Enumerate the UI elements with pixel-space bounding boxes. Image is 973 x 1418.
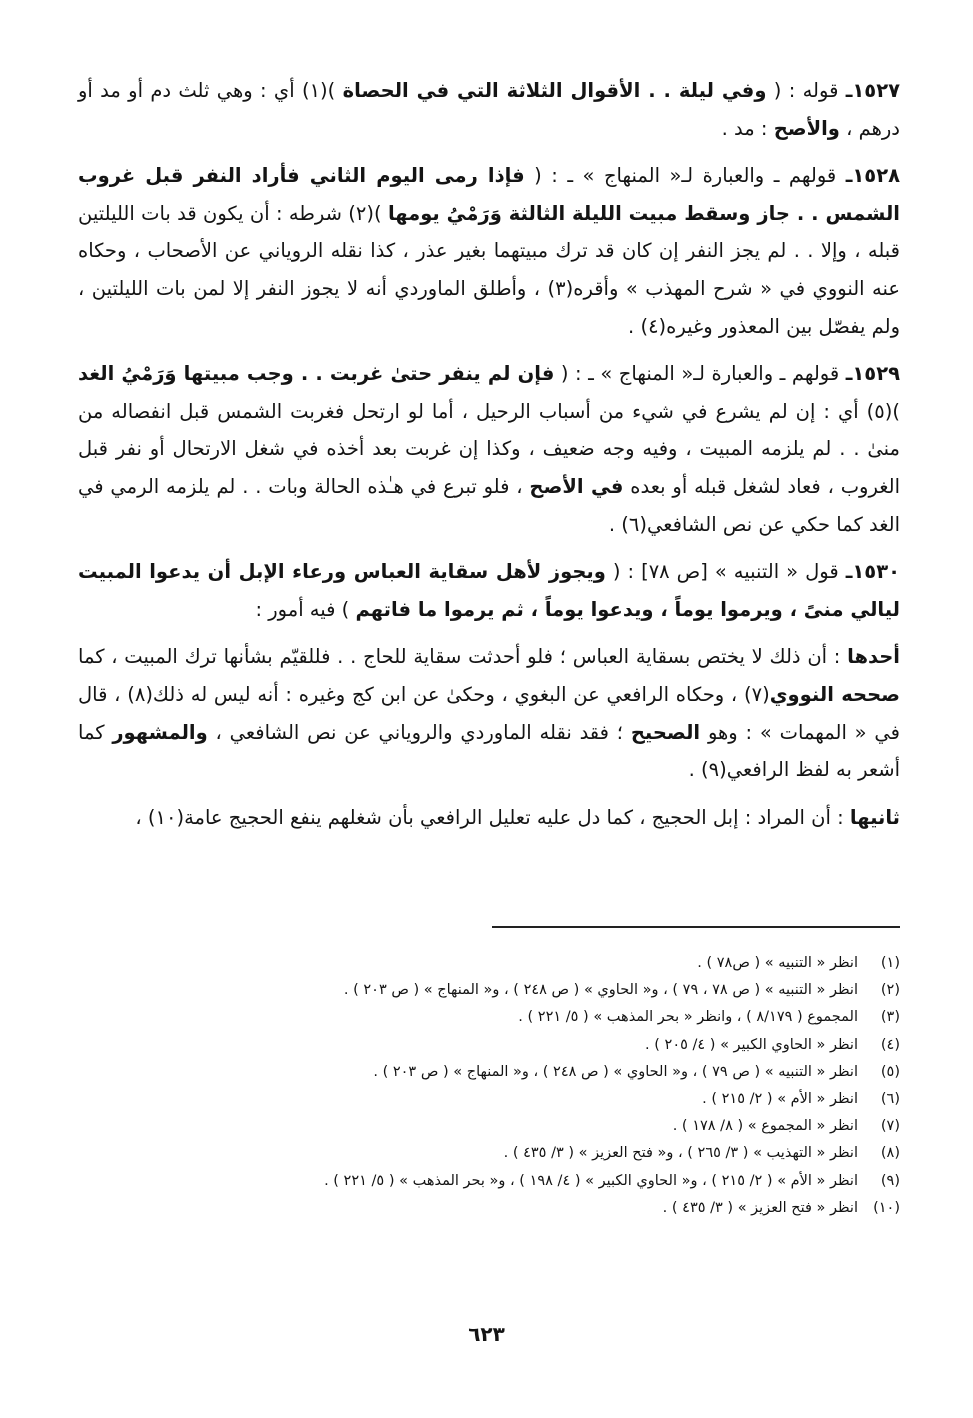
footnote-number: (٨) [880,1145,900,1162]
footnote [120,1168,900,1195]
footnote-divider [492,926,900,928]
text-run: : مد . [721,116,774,140]
footnote-number: (٧) [880,1118,900,1135]
footnote-number: (١) [880,955,900,971]
footnote-text: انظر « الأم » ( ٢/ ٢١٥ ) . [702,1091,858,1108]
footnote-text: انظر « المجموع » ( ٨/ ١٧٨ ) . [672,1118,858,1135]
bold-text: صححه النووي [769,682,900,706]
footnote-text: انظر « الأم » ( ٢/ ٢١٥ ) ، و« الحاوي الكبير » ( ٤/ ١٩٨ ) ، و« بحر المذهب » ( ٥/ ٢٢١ ) . [324,1172,858,1189]
text-run: ) فيه أمور : [255,597,356,621]
bold-text: ١٥٢٧ـ [845,79,901,102]
main-text [78,72,900,836]
bold-text: ثانيها [849,805,900,829]
text-run: )(١) أي : وهي ثلث دم أو مد أو درهم ، [78,79,900,140]
footnote-text: انظر « التنبيه » ( ص٧٨ ) . [697,955,858,971]
bold-text: ١٥٣٠ـ [845,560,900,584]
paragraph [78,72,900,147]
text-run: ، فلو تبرع في هـٰذه الحالة وبات . . لم يلزمه الرمي في الغد كما حكي عن نص الشافعي(٦) . [78,474,900,536]
footnote-text: انظر « التنبيه » ( ص ٧٨ ، ٧٩ ) ، و« الحاوي » ( ص ٢٤٨ ) ، و« المنهاج » ( ص ٢٠٣ ) . [343,982,858,999]
footnote [120,977,900,1004]
bold-text: وفي ليلة . . الأقوال الثلاثة التي في الحصاة [342,79,767,102]
bold-text: فإن لم ينفر حتىٰ غربت . . وجب مبيتها وَرَمْيُ الغد [78,362,555,386]
bold-text: في الأصح [529,474,624,498]
text-run: قولهم ـ والعبارة لـ« المنهاج » ـ : ( [554,362,846,386]
footnote [120,1032,900,1059]
footnotes [120,950,900,1222]
text-run: قول « التنبيه » [ص ٧٨] : ( [605,560,846,584]
paragraph [78,553,900,628]
footnote [120,1004,900,1031]
bold-text: ويجوز لأهل سقاية العباس ورعاء الإبل أن يدعوا المبيت ليالي منىً ، ويرموا يوماً ، ويدعوا يوماً ، ثم يرموا ما فاتهم [78,560,900,621]
text-run: قولهم ـ والعبارة لـ« المنهاج » ـ : ( [524,164,846,188]
footnote-number: (٣) [880,1009,900,1026]
footnote [120,1195,900,1222]
paragraph [78,638,900,788]
bold-text: ١٥٢٩ـ [845,362,900,386]
bold-text: أحدها [847,645,900,669]
footnote-text: انظر « التنبيه » ( ص ٧٩ ) ، و« الحاوي » ( ص ٢٤٨ ) ، و« المنهاج » ( ص ٢٠٣ ) . [373,1063,858,1080]
page-number: ٦٢٣ [468,1322,505,1346]
bold-text: ١٥٢٨ـ [845,164,900,188]
paragraph [78,157,900,345]
text-run: ؛ فقد نقله الماوردي والروياني عن نص الشافعي ، [207,720,631,744]
text-run: كما أشعر به لفظ الرافعي(٩) . [78,720,900,782]
footnote-number: (٢) [880,982,900,999]
text-run: (٧) ، وحكاه الرافعي عن البغوي ، وحكىٰ عن ابن كج وغيره : أنه ليس له ذلك(٨) ، قال في « المهمات » : وهو [78,682,900,744]
bold-text: الصحيح [630,720,701,744]
bold-text: والأصح [773,116,840,140]
footnote-text: انظر « فتح العزيز » ( ٣/ ٤٣٥ ) . [662,1199,858,1216]
footnote-text: انظر « التهذيب » ( ٣/ ٢٦٥ ) ، و« فتح العزيز » ( ٣/ ٤٣٥ ) . [503,1145,858,1162]
footnote-number: (٤) [880,1036,900,1053]
paragraph [78,355,900,543]
footnote-number: (٦) [880,1091,900,1108]
footnote-number: (٥) [880,1063,900,1080]
footnote [120,950,900,977]
footnote [120,1086,900,1113]
footnote [120,1140,900,1167]
text-run: : أن ذلك لا يختص بسقاية العباس ؛ فلو أحدثت سقاية للحاج . . فللقيّم بشأنها ترك المبيت ، كما [78,645,848,669]
footnote [120,1113,900,1140]
text-run: : أن المراد : إبل الحجيج ، كما دل عليه تعليل الرافعي بأن شغلهم ينفع الحجيج عامة(١٠) ، [135,805,850,829]
footnote-number: (١٠) [873,1199,900,1216]
bold-text: والمشهور [112,720,208,744]
text-run: قوله : ( [766,79,846,102]
text-run: )(٥) أي : إن لم يشرع في شيء من أسباب الرحيل ، أما لو ارتحل فغربت الشمس قبل انفصاله من منىٰ . . لم يلزمه المبيت ، وفيه وجه ضعيف ، وكذا إن غربت بعد أخذه في شغل الارتحال أو نفر قبل الغروب ، فعاد لشغل قبله أو بعده [78,399,900,498]
text-run: )(٢) شرطه : أن يكون قد بات الليلتين قبله ، وإلا . . لم يجز النفر إن كان قد ترك مبيتهما بغير عذر ، كذا نقله الروياني عن الأصحاب ، وحكاه عنه النووي في « شرح المهذب » وأقره(٣) ، وأطلق الماوردي أنه لا يجوز النفر إلا لمن بات الليلتين ، ولم يفصّل بين المعذور وغيره(٤) . [78,201,901,338]
footnote-text: انظر « الحاوي الكبير » ( ٤/ ٢٠٥ ) . [645,1036,858,1053]
footnote-text: المجموع ( ٨/١٧٩ ) ، وانظر « بحر المذهب » ( ٥/ ٢٢١ ) . [518,1009,858,1026]
footnote-number: (٩) [880,1172,900,1189]
paragraph [78,799,900,837]
bold-text: فإذا رمى اليوم الثاني فأراد النفر قبل غروب الشمس . . جاز وسقط مبيت الليلة الثالثة وَرَمْيُ يومها [78,164,900,225]
footnote [120,1059,900,1086]
